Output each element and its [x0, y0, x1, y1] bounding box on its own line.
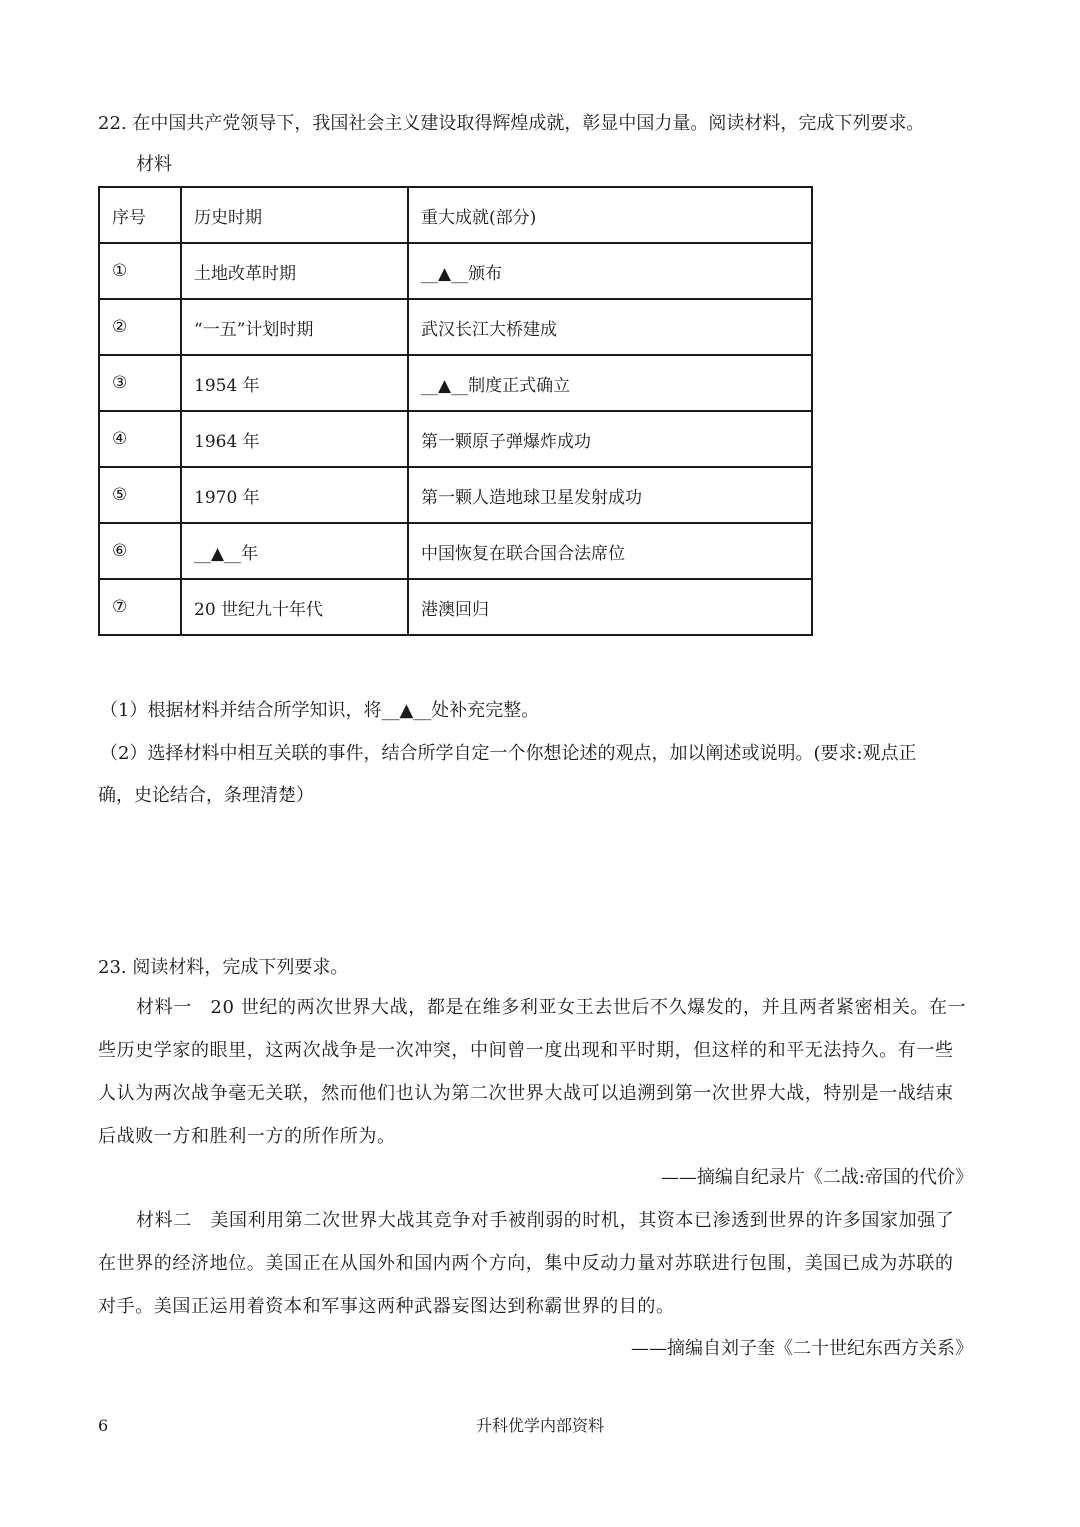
table-row	[99, 355, 812, 411]
header-period: 历史时期	[181, 187, 408, 243]
row-achievement: 第一颗原子弹爆炸成功	[408, 411, 812, 467]
question-22-sub2-line2: 确，史论结合，条理清楚）	[98, 785, 314, 806]
row-index: ③	[99, 355, 181, 411]
row-period: 1954 年	[181, 355, 408, 411]
row-period: 1970 年	[181, 467, 408, 523]
row-index: ⑦	[99, 579, 181, 635]
row-achievement: 港澳回归	[408, 579, 812, 635]
achievements-table	[98, 186, 813, 636]
row-achievement: 武汉长江大桥建成	[408, 299, 812, 355]
question-22-sub1: （1）根据材料并结合所学知识，将__▲__处补充完整。	[100, 700, 540, 721]
material1-line: 材料一 20 世纪的两次世界大战，都是在维多利亚女王去世后不久爆发的，并且两者紧密相关。在一	[136, 997, 967, 1018]
table-row	[99, 411, 812, 467]
row-achievement: 第一颗人造地球卫星发射成功	[408, 467, 812, 523]
material2-source: ——摘编自刘子奎《二十世纪东西方关系》	[631, 1338, 973, 1359]
table-row	[99, 579, 812, 635]
material1-source: ——摘编自纪录片《二战:帝国的代价》	[660, 1167, 973, 1188]
row-period: “一五”计划时期	[181, 299, 408, 355]
row-index: ①	[99, 243, 181, 299]
row-index: ②	[99, 299, 181, 355]
row-achievement: __▲__制度正式确立	[408, 355, 812, 411]
table-row	[99, 299, 812, 355]
material1-line: 人认为两次战争毫无关联，然而他们也认为第二次世界大战可以追溯到第一次世界大战，特别是一战结束	[98, 1083, 954, 1104]
table-row	[99, 467, 812, 523]
table-row	[99, 243, 812, 299]
row-period: 1964 年	[181, 411, 408, 467]
footer-text: 升科优学内部资料	[475, 1416, 604, 1435]
material2-line: 材料二 美国利用第二次世界大战其竞争对手被削弱的时机，其资本已渗透到世界的许多国家加强了	[136, 1210, 955, 1231]
table-header-row	[99, 187, 812, 243]
material1-line: 后战败一方和胜利一方的所作所为。	[98, 1126, 396, 1147]
row-period: 20 世纪九十年代	[181, 579, 408, 635]
row-achievement: __▲__颁布	[408, 243, 812, 299]
question-22-sub2-line1: （2）选择材料中相互关联的事件，结合所学自定一个你想论述的观点，加以阐述或说明。(要求:观点正	[100, 743, 917, 764]
material2-line: 对手。美国正运用着资本和军事这两种武器妄图达到称霸世界的目的。	[98, 1296, 675, 1317]
question-22-title: 22. 在中国共产党领导下，我国社会主义建设取得辉煌成就，彰显中国力量。阅读材料，完成下列要求。	[98, 113, 925, 134]
row-period: __▲__年	[181, 523, 408, 579]
row-index: ⑥	[99, 523, 181, 579]
header-achievement: 重大成就(部分)	[408, 187, 812, 243]
material-label: 材料	[136, 154, 172, 175]
header-index: 序号	[99, 187, 181, 243]
material2-line: 在世界的经济地位。美国正在从国外和国内两个方向，集中反动力量对苏联进行包围，美国已成为苏联的	[98, 1253, 954, 1274]
row-index: ⑤	[99, 467, 181, 523]
page-number: 6	[98, 1416, 109, 1435]
table-row	[99, 523, 812, 579]
material1-line: 些历史学家的眼里，这两次战争是一次冲突，中间曾一度出现和平时期，但这样的和平无法持久。有一些	[98, 1040, 954, 1061]
row-index: ④	[99, 411, 181, 467]
row-period: 土地改革时期	[181, 243, 408, 299]
row-achievement: 中国恢复在联合国合法席位	[408, 523, 812, 579]
question-23-title: 23. 阅读材料，完成下列要求。	[98, 957, 349, 978]
